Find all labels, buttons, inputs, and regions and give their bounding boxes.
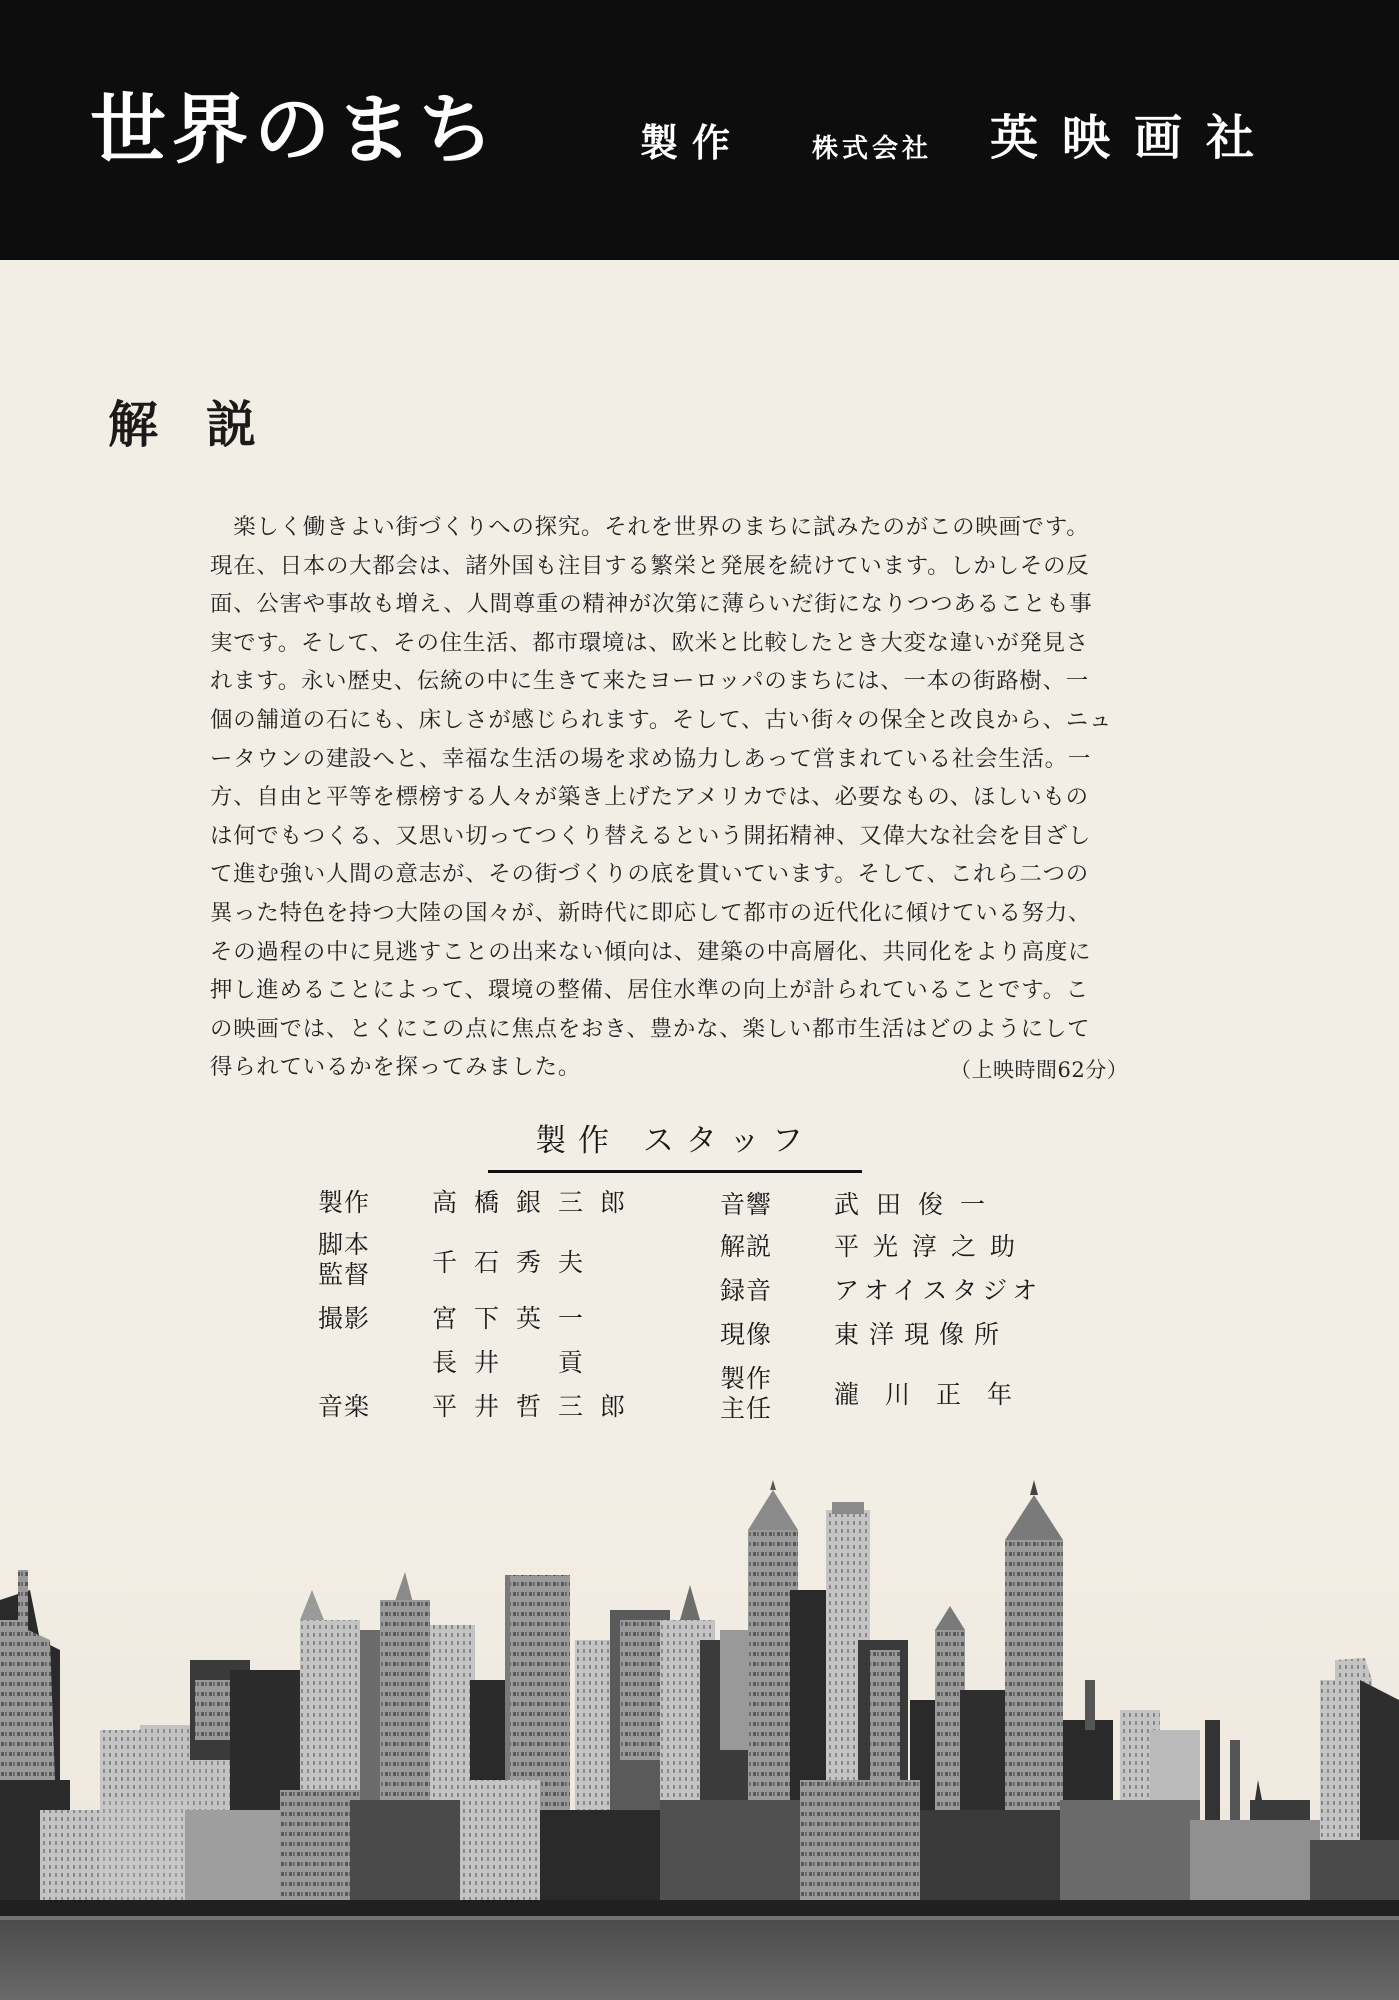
staff-name: 平光淳之助 — [834, 1232, 1030, 1261]
staff-name: 千石秀夫 — [432, 1248, 601, 1277]
section-title: 解説 — [108, 396, 304, 454]
synopsis-line: 異った特色を持つ大陸の国々が、新時代に即応して都市の近代化に傾けている努力、 — [210, 899, 1092, 926]
staff-name: 高橋銀三郎 — [432, 1188, 643, 1217]
staff-name: 長井 貢 — [432, 1348, 601, 1377]
header-band — [0, 0, 1399, 260]
staff-role: 現像 — [720, 1320, 773, 1349]
staff-role: 撮影 — [318, 1304, 371, 1333]
staff-heading: 製作 スタッフ — [535, 1123, 815, 1159]
city-skyline-photo — [0, 1480, 1399, 2000]
produced-label: 製作 — [640, 121, 745, 165]
runtime-note: （上映時間62分） — [950, 1058, 1129, 1082]
staff-role: 音楽 — [318, 1392, 371, 1421]
synopsis-line: 方、自由と平等を標榜する人々が築き上げたアメリカでは、必要なもの、ほしいもの — [210, 784, 1089, 811]
synopsis-line: 現在、日本の大都会は、諸外国も注目する繁栄と発展を続けています。しかしその反 — [210, 552, 1090, 579]
staff-name: 宮下英一 — [432, 1304, 601, 1333]
company-name: 英映画社 — [990, 110, 1279, 166]
corp-label: 株式会社 — [812, 134, 933, 164]
staff-heading-underline — [488, 1170, 862, 1173]
synopsis-line: 得られているかを探ってみました。 — [210, 1054, 582, 1081]
staff-role: 製作 — [318, 1188, 371, 1217]
staff-role: 脚本 — [318, 1230, 371, 1259]
synopsis-line: の映画では、とくにこの点に焦点をおき、豊かな、楽しい都市生活はどのようにして — [210, 1015, 1091, 1042]
staff-name: アオイスタジオ — [834, 1276, 1043, 1305]
synopsis-line: 実です。そして、その住生活、都市環境は、欧米と比較したとき大変な違いが発見さ — [210, 629, 1090, 656]
staff-name: 東洋現像所 — [834, 1320, 1010, 1349]
staff-name: 瀧川正年 — [834, 1380, 1039, 1409]
film-title: 世界のまち — [90, 85, 500, 174]
synopsis-line: れます。永い歴史、伝統の中に生きて来たヨーロッパのまちには、一本の街路樹、一 — [210, 668, 1090, 695]
staff-name: 平井哲三郎 — [432, 1392, 643, 1421]
staff-role: 監督 — [318, 1260, 371, 1289]
staff-role: 録音 — [720, 1276, 773, 1305]
synopsis-line: て進む強い人間の意志が、その街づくりの底を貫いています。そして、これら二つの — [210, 861, 1090, 888]
synopsis-line: 楽しく働きよい街づくりへの探究。それを世界のまちに試みたのがこの映画です。 — [210, 514, 1090, 540]
synopsis-line: 押し進めることによって、環境の整備、居住水準の向上が計られていることです。こ — [210, 977, 1090, 1004]
staff-role: 主任 — [720, 1394, 773, 1423]
synopsis-line: 面、公害や事故も増え、人間尊重の精神が次第に薄らいだ街になりつつあることも事 — [210, 591, 1093, 618]
staff-role: 製作 — [720, 1364, 773, 1393]
synopsis-line: その過程の中に見逃すことの出来ない傾向は、建築の中高層化、共同化をより高度に — [210, 938, 1092, 965]
synopsis-line: 個の舗道の石にも、床しさが感じられます。そして、古い街々の保全と改良から、ニュ — [210, 706, 1113, 733]
staff-name: 武田俊一 — [834, 1190, 1003, 1219]
staff-role: 解説 — [720, 1232, 773, 1261]
synopsis-line: は何でもつくる、又思い切ってつくり替えるという開拓精神、又偉大な社会を目ざし — [210, 822, 1092, 849]
staff-role: 音響 — [720, 1190, 773, 1219]
synopsis-line: ータウンの建設へと、幸福な生活の場を求め協力しあって営まれている社会生活。一 — [210, 745, 1092, 772]
synopsis-text — [210, 508, 1150, 1087]
